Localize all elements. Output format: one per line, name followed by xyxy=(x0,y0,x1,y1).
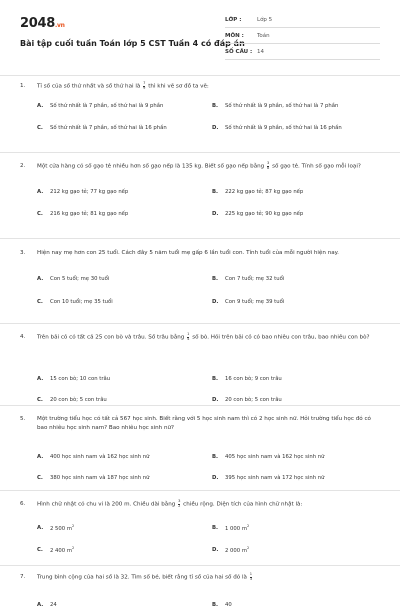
question-5 xyxy=(20,415,382,482)
meta-value: 14 xyxy=(257,48,264,55)
document-header xyxy=(20,12,380,70)
option-c[interactable]: C. Số thứ nhất là 7 phần, số thứ hai là 16 phần xyxy=(37,125,167,132)
option-a[interactable]: A. 400 học sinh nam và 162 học sinh nữ xyxy=(37,454,150,461)
question-7 xyxy=(20,572,382,609)
document-meta xyxy=(225,12,380,60)
divider xyxy=(0,565,400,566)
question-number: 2. xyxy=(20,163,26,169)
meta-value: Lớp 5 xyxy=(257,16,273,23)
option-b[interactable]: B. Con 7 tuổi; mẹ 32 tuổi xyxy=(212,275,285,282)
question-6 xyxy=(20,499,382,554)
option-b[interactable]: B. 40 xyxy=(212,602,232,609)
question-number: 5. xyxy=(20,416,26,422)
divider xyxy=(0,75,400,76)
option-c[interactable]: C. 2 400 $m^2$ xyxy=(37,546,75,554)
option-a[interactable]: A. 24 xyxy=(37,602,57,609)
option-a[interactable]: A. 2 500 $m^2$ xyxy=(37,524,75,532)
question-1 xyxy=(20,81,382,132)
question-number: 6. xyxy=(20,501,26,507)
fraction: $\frac{7}{9}$ xyxy=(143,81,146,90)
fraction: $\frac{1}{4}$ xyxy=(187,332,190,341)
fraction: $\frac{1}{3}$ xyxy=(249,572,253,581)
option-b[interactable]: B. Số thứ nhất là 9 phần, số thứ hai là 7 phần xyxy=(212,103,339,110)
question-text: Tỉ số của số thứ nhất và số thứ hai là $\frac{7}{9}$ thì khi vẽ sơ đồ ta vẽ: xyxy=(37,81,209,90)
option-b[interactable]: B. 222 kg gạo tẻ; 87 kg gạo nếp xyxy=(212,189,304,196)
question-number: 4. xyxy=(20,334,26,340)
divider xyxy=(0,323,400,324)
meta-key: LỚP : xyxy=(225,16,242,23)
meta-count-row xyxy=(225,44,380,60)
question-text: Một cửa hàng có số gạo tẻ nhiều hơn số gạo nếp là 135 kg. Biết số gạo nếp bằng $\frac{3}{8}$ số gạo tẻ. Tính số gạo mỗi loại? xyxy=(37,161,361,170)
site-logo[interactable]: 2048.vn xyxy=(20,16,65,31)
fraction: $\frac{3}{8}$ xyxy=(267,161,270,170)
meta-class-row xyxy=(225,12,380,28)
option-a[interactable]: A. Con 5 tuổi; mẹ 30 tuổi xyxy=(37,275,110,282)
option-c[interactable]: C. 216 kg gạo tẻ; 81 kg gạo nếp xyxy=(37,211,129,218)
meta-key: SỐ CÂU : xyxy=(225,48,253,55)
option-b[interactable]: B. 405 học sinh nam và 162 học sinh nữ xyxy=(212,454,325,461)
divider xyxy=(0,238,400,239)
meta-key: MÔN : xyxy=(225,32,244,39)
question-text: Hiện nay mẹ hơn con 25 tuổi. Cách đây 5 năm tuổi mẹ gấp 6 lần tuổi con. Tính tuổi của mỗi người hiện nay. xyxy=(37,250,339,256)
question-4 xyxy=(20,332,382,404)
option-a[interactable]: A. Số thứ nhất là 7 phần, số thứ hai là 9 phần xyxy=(37,103,164,110)
question-number: 7. xyxy=(20,574,26,580)
option-a[interactable]: A. 212 kg gạo tẻ; 77 kg gạo nếp xyxy=(37,189,129,196)
option-c[interactable]: C. Con 10 tuổi; mẹ 35 tuổi xyxy=(37,298,113,305)
question-text: Trung bình cộng của hai số là 32. Tìm số bé, biết rằng tỉ số của hai số đó là $\frac{1}{3}$ xyxy=(37,572,253,581)
fraction: $\frac{3}{2}$ xyxy=(178,499,181,508)
question-2 xyxy=(20,161,382,218)
meta-subject-row xyxy=(225,28,380,44)
option-c[interactable]: C. 20 con bò; 5 con trâu xyxy=(37,397,107,404)
option-b[interactable]: B. 16 con bò; 9 con trâu xyxy=(212,376,282,383)
question-number: 3. xyxy=(20,250,26,256)
option-d[interactable]: D. 20 con bò; 5 con trâu xyxy=(212,397,282,404)
option-d[interactable]: D. 225 kg gạo tẻ; 90 kg gạo nếp xyxy=(212,211,304,218)
divider xyxy=(0,152,400,153)
option-d[interactable]: D. Con 9 tuổi; mẹ 39 tuổi xyxy=(212,298,285,305)
option-c[interactable]: C. 380 học sinh nam và 187 học sinh nữ xyxy=(37,475,150,482)
question-text: Trên bãi cỏ có tất cả 25 con bò và trâu. Số trâu bằng $\frac{1}{4}$ số bò. Hỏi trên bãi cỏ có bao nhiêu con trâu, bao nhiêu con bò? xyxy=(37,332,370,341)
divider xyxy=(0,405,400,406)
question-3 xyxy=(20,249,382,305)
option-b[interactable]: B. 1 000 $m^2$ xyxy=(212,524,250,532)
option-d[interactable]: D. 395 học sinh nam và 172 học sinh nữ xyxy=(212,475,325,482)
question-text: Một trường tiểu học có tất cả 567 học sinh. Biết rằng với 5 học sinh nam thì có 2 học sinh nữ. Hỏi trường tiểu học đó có bao nhiêu học sinh nam? Bao nhiêu học sinh nữ? xyxy=(37,416,371,431)
option-d[interactable]: D. 2 000 $m^2$ xyxy=(212,546,250,554)
meta-value: Toán xyxy=(257,32,270,39)
divider xyxy=(0,490,400,491)
document-title: Bài tập cuối tuần Toán lớp 5 CST Tuần 4 có đáp án xyxy=(20,39,245,48)
question-text: Hình chữ nhật có chu vi là 200 m. Chiều dài bằng $\frac{3}{2}$ chiều rộng. Diện tích của hình chữ nhật là: xyxy=(37,499,303,508)
option-d[interactable]: D. Số thứ nhất là 9 phần, số thứ hai là 16 phần xyxy=(212,125,342,132)
option-a[interactable]: A. 15 con bò; 10 con trâu xyxy=(37,376,111,383)
question-number: 1. xyxy=(20,83,26,89)
